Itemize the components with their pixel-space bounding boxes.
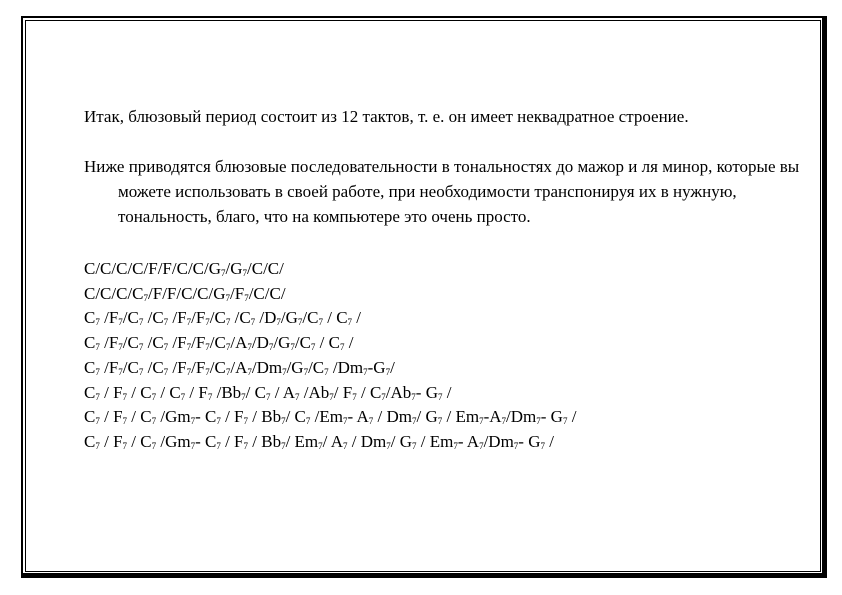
chord-subscript: 7: [479, 416, 484, 427]
chord-subscript: 7: [243, 440, 249, 451]
chord-subscript: 7: [163, 366, 169, 377]
chord-subscript: 7: [225, 317, 231, 328]
chord-subscript: 7: [118, 366, 123, 377]
chord-subscript: 7: [216, 440, 221, 451]
chord-subscript: 7: [95, 440, 100, 451]
chord-subscript: 7: [95, 416, 100, 427]
chord-subscript: 7: [536, 416, 541, 427]
chord-subscript: 7: [221, 268, 226, 278]
chord-subscript: 7: [122, 391, 128, 402]
chord-subscript: 7: [122, 416, 128, 427]
chord-subscript: 7: [151, 440, 157, 451]
chord-subscript: 7: [207, 391, 213, 402]
description-paragraph: Ниже приводятся блюзовые последовательности в тональностях до мажор и ля минор, которые вы можете использовать в своей работе, при необходимости транспонируя их в нужную, тональность, благо, что на компьютере это очень просто.: [84, 157, 800, 226]
chord-subscript: 7: [268, 342, 274, 353]
chord-subscript: 7: [250, 317, 256, 328]
progression-line: $C/C/C/C/F/F/C/C/G_7/G_7/C/C/$: [84, 259, 284, 278]
chord-subscript: 7: [205, 366, 210, 377]
chord-subscript: 7: [138, 366, 144, 377]
chord-subscript: 7: [247, 366, 252, 377]
chord-subscript: 7: [501, 416, 507, 427]
chord-subscript: 7: [205, 342, 210, 353]
chord-subscript: 7: [411, 391, 416, 402]
chord-subscript: 7: [186, 317, 192, 328]
progression-line: $C_7$ $/F_7/C_7$ $/C_7$ $/F_7/F_7/C_7$ $/C_7$ $/D_7/G_7/C_7 / C_7$ /: [84, 308, 362, 328]
chord-subscript: 7: [385, 366, 391, 377]
chord-subscript: 7: [342, 416, 348, 427]
chord-subscript: 7: [411, 416, 417, 427]
chord-subscript: 7: [453, 440, 458, 451]
chord-subscript: 7: [95, 317, 100, 328]
chord-subscript: 7: [368, 416, 374, 427]
chord-subscript: 7: [342, 440, 348, 451]
progression-line: $C_7$ $/F_7/C_7$ $/C_7$ $/F_7/F_7/C_7/A_7/D_7/G_7/C_7 / C_7$ /: [84, 333, 354, 353]
chord-subscript: 7: [265, 391, 271, 402]
chord-subscript: 7: [339, 342, 345, 353]
chord-subscript: 7: [190, 440, 196, 451]
chord-subscript: 7: [205, 317, 210, 328]
chord-subscript: 7: [225, 292, 231, 303]
chord-subscript: 7: [329, 391, 334, 402]
chord-subscript: 7: [247, 342, 252, 353]
chord-subscript: 7: [386, 440, 391, 451]
progression-line: $C/C/C/C_7/F/F/C/C/G_7/F_7/C/C/$: [84, 283, 286, 303]
chord-subscript: 7: [281, 416, 286, 427]
intro-paragraph: Итак, блюзовый период состоит из 12 тактов, т. е. он имеет неквадратное строение.: [84, 107, 689, 126]
progression-line: $C_7$ $/F_7/C_7$ $/C_7$ $/F_7/F_7/C_7/A_7/Dm_7/G_7/C_7$ $/Dm_7-G_7/$: [84, 357, 395, 377]
chord-subscript: 7: [225, 366, 231, 377]
chord-subscript: 7: [363, 366, 368, 377]
chord-subscript: 7: [143, 292, 149, 303]
chord-subscript: 7: [151, 416, 157, 427]
chord-subscript: 7: [437, 416, 443, 427]
chord-subscript: 7: [138, 342, 144, 353]
chord-subscript: 7: [241, 391, 246, 402]
chord-subscript: 7: [151, 391, 157, 402]
chord-subscript: 7: [290, 342, 295, 353]
chord-subscript: 7: [138, 317, 144, 328]
chord-subscript: 7: [381, 391, 386, 402]
chord-subscript: 7: [310, 342, 316, 353]
chord-subscript: 7: [225, 342, 231, 353]
chord-subscript: 7: [347, 317, 353, 328]
chord-subscript: 7: [180, 391, 186, 402]
chord-subscript: 7: [318, 317, 323, 328]
chord-subscript: 7: [281, 440, 286, 451]
chord-subscript: 7: [186, 366, 192, 377]
chord-subscript: 7: [352, 391, 357, 402]
chord-subscript: 7: [437, 391, 443, 402]
chord-subscript: 7: [118, 342, 123, 353]
chord-subscript: 7: [295, 391, 300, 402]
chord-subscript: 7: [95, 342, 100, 353]
chord-subscript: 7: [186, 342, 192, 353]
chord-subscript: 7: [324, 366, 329, 377]
chord-subscript: 7: [411, 440, 417, 451]
chord-subscript: 7: [282, 366, 287, 377]
progression-line: $C_7 / F_7 / C_7$ $/Gm_7-$ $C_7 / F_7 / Bb_7/$ $Em_7/$ $A_7 / Dm_7/$ $G_7 / Em_7-$ $A_7/Dm_7-$ $G_7$ /: [84, 431, 554, 451]
progression-list: [84, 257, 804, 455]
chord-subscript: 7: [118, 317, 123, 328]
chord-subscript: 7: [318, 440, 323, 451]
progression-line: $C_7 / F_7 / C_7$ $/Gm_7-$ $C_7 / F_7 / Bb_7/$ $C_7$ $/Em_7-$ $A_7 / Dm_7/$ $G_7 / Em_7-A_7/Dm_7-$ $G_7$ /: [84, 407, 577, 427]
chord-subscript: 7: [479, 440, 484, 451]
progression-line: $C_7 / F_7 / C_7 / C_7 / F_7$ $/Bb_7/$ $C_7 / A_7$ $/Ab_7/$ $F_7 / C_7/Ab_7-$ $G_7$ /: [84, 382, 452, 402]
chord-subscript: 7: [163, 317, 169, 328]
chord-subscript: 7: [122, 440, 128, 451]
chord-subscript: 7: [297, 317, 303, 328]
chord-subscript: 7: [303, 366, 309, 377]
document-body: [84, 104, 804, 455]
chord-subscript: 7: [305, 416, 311, 427]
chord-subscript: 7: [95, 391, 100, 402]
chord-subscript: 7: [190, 416, 196, 427]
chord-subscript: 7: [562, 416, 568, 427]
chord-subscript: 7: [95, 366, 100, 377]
chord-subscript: 7: [513, 440, 519, 451]
chord-subscript: 7: [244, 292, 249, 303]
chord-subscript: 7: [540, 440, 545, 451]
chord-subscript: 7: [216, 416, 221, 427]
chord-subscript: 7: [276, 317, 281, 328]
chord-subscript: 7: [242, 268, 248, 278]
chord-subscript: 7: [163, 342, 169, 353]
chord-subscript: 7: [243, 416, 249, 427]
